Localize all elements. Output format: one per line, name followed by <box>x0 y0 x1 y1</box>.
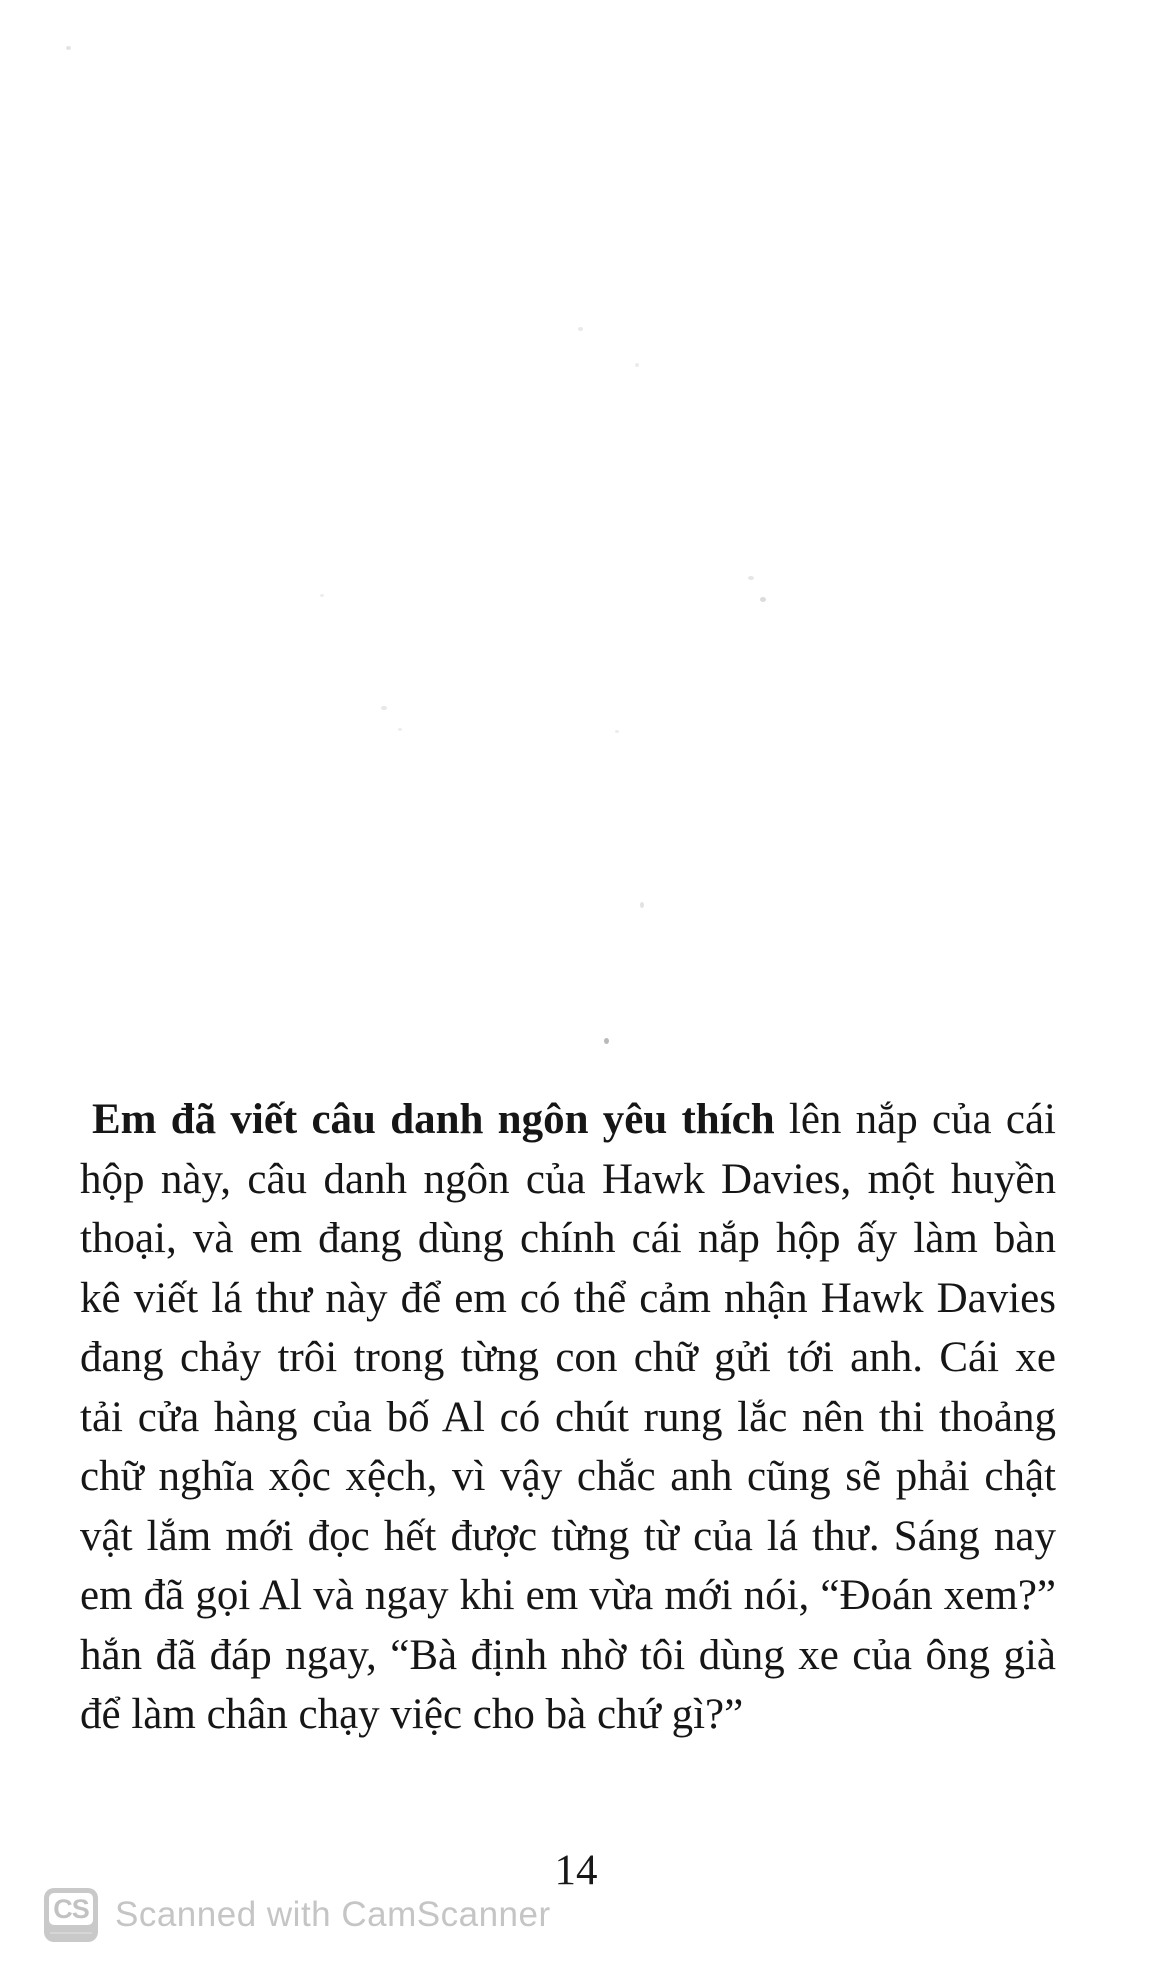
scan-speck <box>578 327 583 331</box>
camscanner-watermark-link[interactable] <box>44 1888 551 1942</box>
text-line <box>80 1388 1056 1448</box>
text-line-text: để làm chân chạy việc cho bà chứ gì?” <box>80 1691 744 1738</box>
text-line-text: lên nắp của cái <box>774 1096 1056 1143</box>
page-number: 14 <box>554 1847 598 1894</box>
camscanner-logo-band <box>50 1932 92 1934</box>
text-line <box>80 1090 1056 1150</box>
text-line <box>80 1328 1056 1388</box>
text-line-text: kê viết lá thư này để em có thể cảm nhận Hawk Davies <box>80 1274 1056 1322</box>
paragraph-lead-bold: Em đã viết câu danh ngôn yêu thích <box>92 1096 775 1143</box>
text-line <box>80 1685 1056 1745</box>
text-line-text: em đã gọi Al và ngay khi em vừa mới nói, “Đoán xem?” <box>80 1572 1056 1619</box>
text-line <box>80 1626 1056 1686</box>
text-line-text: chữ nghĩa xộc xệch, vì vậy chắc anh cũng sẽ phải chật <box>80 1453 1056 1500</box>
scan-speck <box>640 902 644 908</box>
text-line-text: hộp này, câu danh ngôn của Hawk Davies, một huyền <box>80 1155 1056 1203</box>
text-line-text: thoại, và em đang dùng chính cái nắp hộp ấy làm bàn <box>80 1215 1056 1262</box>
camscanner-logo-icon <box>44 1888 98 1942</box>
text-line-text: vật lắm mới đọc hết được từng từ của lá thư. Sáng nay <box>80 1512 1056 1560</box>
camscanner-logo-text: CS <box>49 1893 93 1925</box>
text-line <box>80 1447 1056 1507</box>
scan-speck <box>398 728 402 731</box>
text-line-text: đang chảy trôi trong từng con chữ gửi tới anh. Cái xe <box>80 1334 1056 1381</box>
text-line <box>80 1209 1056 1269</box>
scan-speck <box>320 594 324 597</box>
scan-speck <box>748 576 754 580</box>
scan-speck <box>66 46 71 50</box>
watermark-text: Scanned with CamScanner <box>115 1895 551 1934</box>
scan-speck <box>635 363 639 367</box>
text-line <box>80 1566 1056 1626</box>
scan-speck <box>381 706 387 710</box>
text-line <box>80 1150 1056 1210</box>
scan-speck <box>615 730 619 733</box>
scan-speck <box>604 1038 609 1044</box>
text-line-text: hắn đã đáp ngay, “Bà định nhờ tôi dùng xe của ông già <box>80 1631 1056 1679</box>
text-line-text: tải cửa hàng của bố Al có chút rung lắc nên thi thoảng <box>80 1393 1056 1441</box>
scan-speck <box>760 597 766 602</box>
text-line <box>80 1507 1056 1567</box>
text-line <box>80 1269 1056 1329</box>
paragraph-block <box>80 1090 1056 1745</box>
